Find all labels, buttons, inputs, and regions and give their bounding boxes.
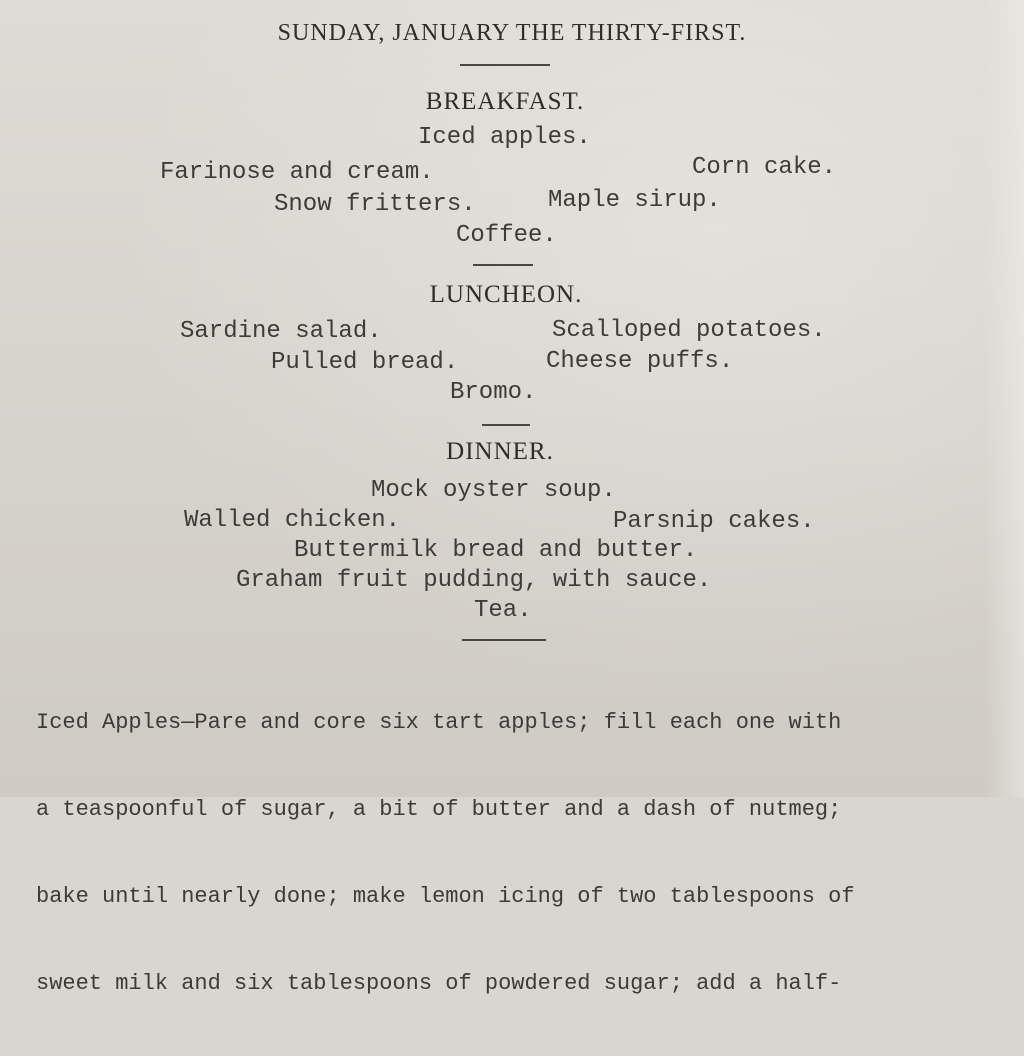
luncheon-item-pulled-bread: Pulled bread. (271, 349, 459, 376)
recipe-paragraph (36, 650, 996, 1056)
recipe-line: bake until nearly done; make lemon icing of two tablespoons of (36, 884, 855, 909)
dinner-item-parsnip-cakes: Parsnip cakes. (613, 508, 815, 535)
luncheon-heading: LUNCHEON. (429, 281, 583, 308)
recipe-line: Iced Apples—Pare and core six tart apples; fill each one with (36, 710, 842, 735)
luncheon-divider (482, 424, 530, 426)
luncheon-item-bromo: Bromo. (450, 379, 537, 406)
title-divider (460, 64, 550, 66)
breakfast-item-farinose: Farinose and cream. (160, 159, 434, 186)
dinner-item-mock-oyster-soup: Mock oyster soup. (371, 477, 616, 504)
dinner-item-tea: Tea. (474, 597, 532, 624)
breakfast-heading: BREAKFAST. (425, 88, 585, 115)
dinner-heading: DINNER. (446, 438, 554, 465)
page-edge-shading (984, 0, 1024, 797)
breakfast-item-corn-cake: Corn cake. (692, 154, 837, 181)
breakfast-divider (473, 264, 533, 266)
recipe-line: a teaspoonful of sugar, a bit of butter and a dash of nutmeg; (36, 797, 842, 822)
breakfast-item-maple-sirup: Maple sirup. (548, 187, 721, 214)
dinner-item-walled-chicken: Walled chicken. (184, 507, 401, 534)
page-title: SUNDAY, JANUARY THE THIRTY-FIRST. (277, 20, 747, 46)
dinner-divider (462, 639, 546, 641)
dinner-item-graham-pudding: Graham fruit pudding, with sauce. (236, 567, 712, 594)
recipe-line: sweet milk and six tablespoons of powdered sugar; add a half- (36, 971, 842, 996)
breakfast-item-iced-apples: Iced apples. (418, 124, 591, 151)
breakfast-item-coffee: Coffee. (456, 222, 557, 249)
luncheon-item-sardine-salad: Sardine salad. (180, 318, 382, 345)
dinner-item-buttermilk-bread: Buttermilk bread and butter. (294, 537, 698, 564)
breakfast-item-snow-fritters: Snow fritters. (274, 191, 476, 218)
luncheon-item-cheese-puffs: Cheese puffs. (546, 348, 734, 375)
luncheon-item-scalloped-potatoes: Scalloped potatoes. (552, 317, 826, 344)
